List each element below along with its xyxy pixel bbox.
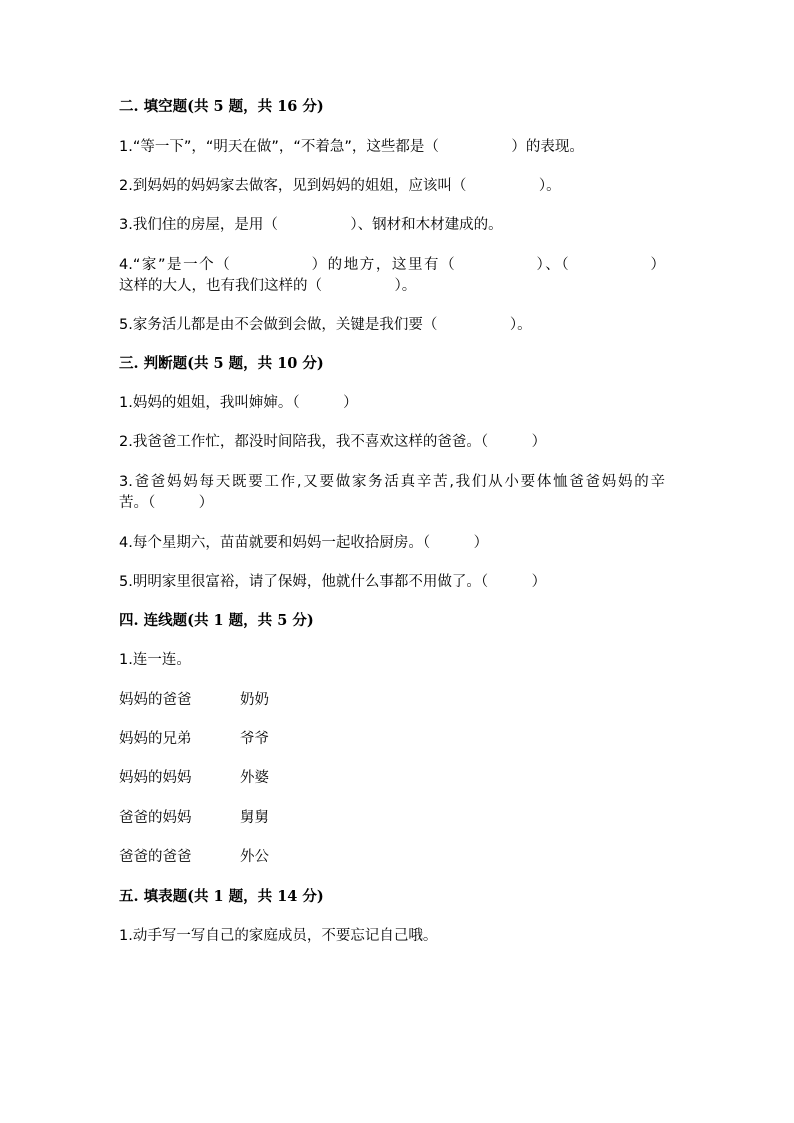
matching-left-item: 妈妈的爸爸: [119, 692, 192, 708]
section-heading-true-false: 三. 判断题(共 5 题，共 10 分): [119, 355, 324, 372]
judge-question-2: 2.我爸爸工作忙，都没时间陪我，我不喜欢这样的爸爸。（ ）: [119, 434, 547, 450]
section-heading-matching: 四. 连线题(共 1 题，共 5 分): [119, 612, 314, 629]
section-heading-fill-table: 五. 填表题(共 1 题，共 14 分): [119, 888, 324, 905]
matching-left-item: 爸爸的爸爸: [119, 849, 192, 865]
matching-left-item: 妈妈的兄弟: [119, 731, 192, 747]
matching-right-item: 外公: [240, 849, 269, 865]
matching-right-item: 外婆: [240, 770, 269, 786]
judge-question-1: 1.妈妈的姐姐，我叫婶婶。（ ）: [119, 395, 358, 411]
section-heading-fill-in: 二. 填空题(共 5 题，共 16 分): [119, 98, 324, 115]
fill-question-2: 2.到妈妈的妈妈家去做客，见到妈妈的姐姐，应该叫（ ）。: [119, 178, 561, 194]
table-question-1: 1.动手写一写自己的家庭成员，不要忘记自己哦。: [119, 928, 438, 944]
judge-question-5: 5.明明家里很富裕，请了保姆，他就什么事都不用做了。（ ）: [119, 574, 547, 590]
matching-right-item: 奶奶: [240, 692, 269, 708]
judge-question-3-line-1: 3.爸爸妈妈每天既要工作,又要做家务活真辛苦,我们从小要体恤爸爸妈妈的辛: [119, 474, 665, 490]
judge-question-4: 4.每个星期六，苗苗就要和妈妈一起收拾厨房。（ ）: [119, 535, 489, 551]
judge-question-3-line-2: 苦。（ ）: [119, 495, 214, 511]
fill-question-4-line-1: 4.“家”是一个（ ）的地方，这里有（ ）、（ ）: [119, 257, 665, 273]
matching-right-item: 爷爷: [240, 731, 269, 747]
fill-question-3: 3.我们住的房屋，是用（ ）、钢材和木材建成的。: [119, 217, 503, 233]
fill-question-1: 1.“等一下”，“明天在做”，“不着急”，这些都是（ ）的表现。: [119, 139, 584, 155]
fill-question-4-line-2: 这样的大人，也有我们这样的（ ）。: [119, 278, 417, 294]
matching-left-item: 爸爸的妈妈: [119, 810, 192, 826]
matching-left-item: 妈妈的妈妈: [119, 770, 192, 786]
matching-instruction: 1.连一连。: [119, 652, 191, 668]
matching-right-item: 舅舅: [240, 810, 269, 826]
fill-question-5: 5.家务活儿都是由不会做到会做，关键是我们要（ ）。: [119, 317, 532, 333]
